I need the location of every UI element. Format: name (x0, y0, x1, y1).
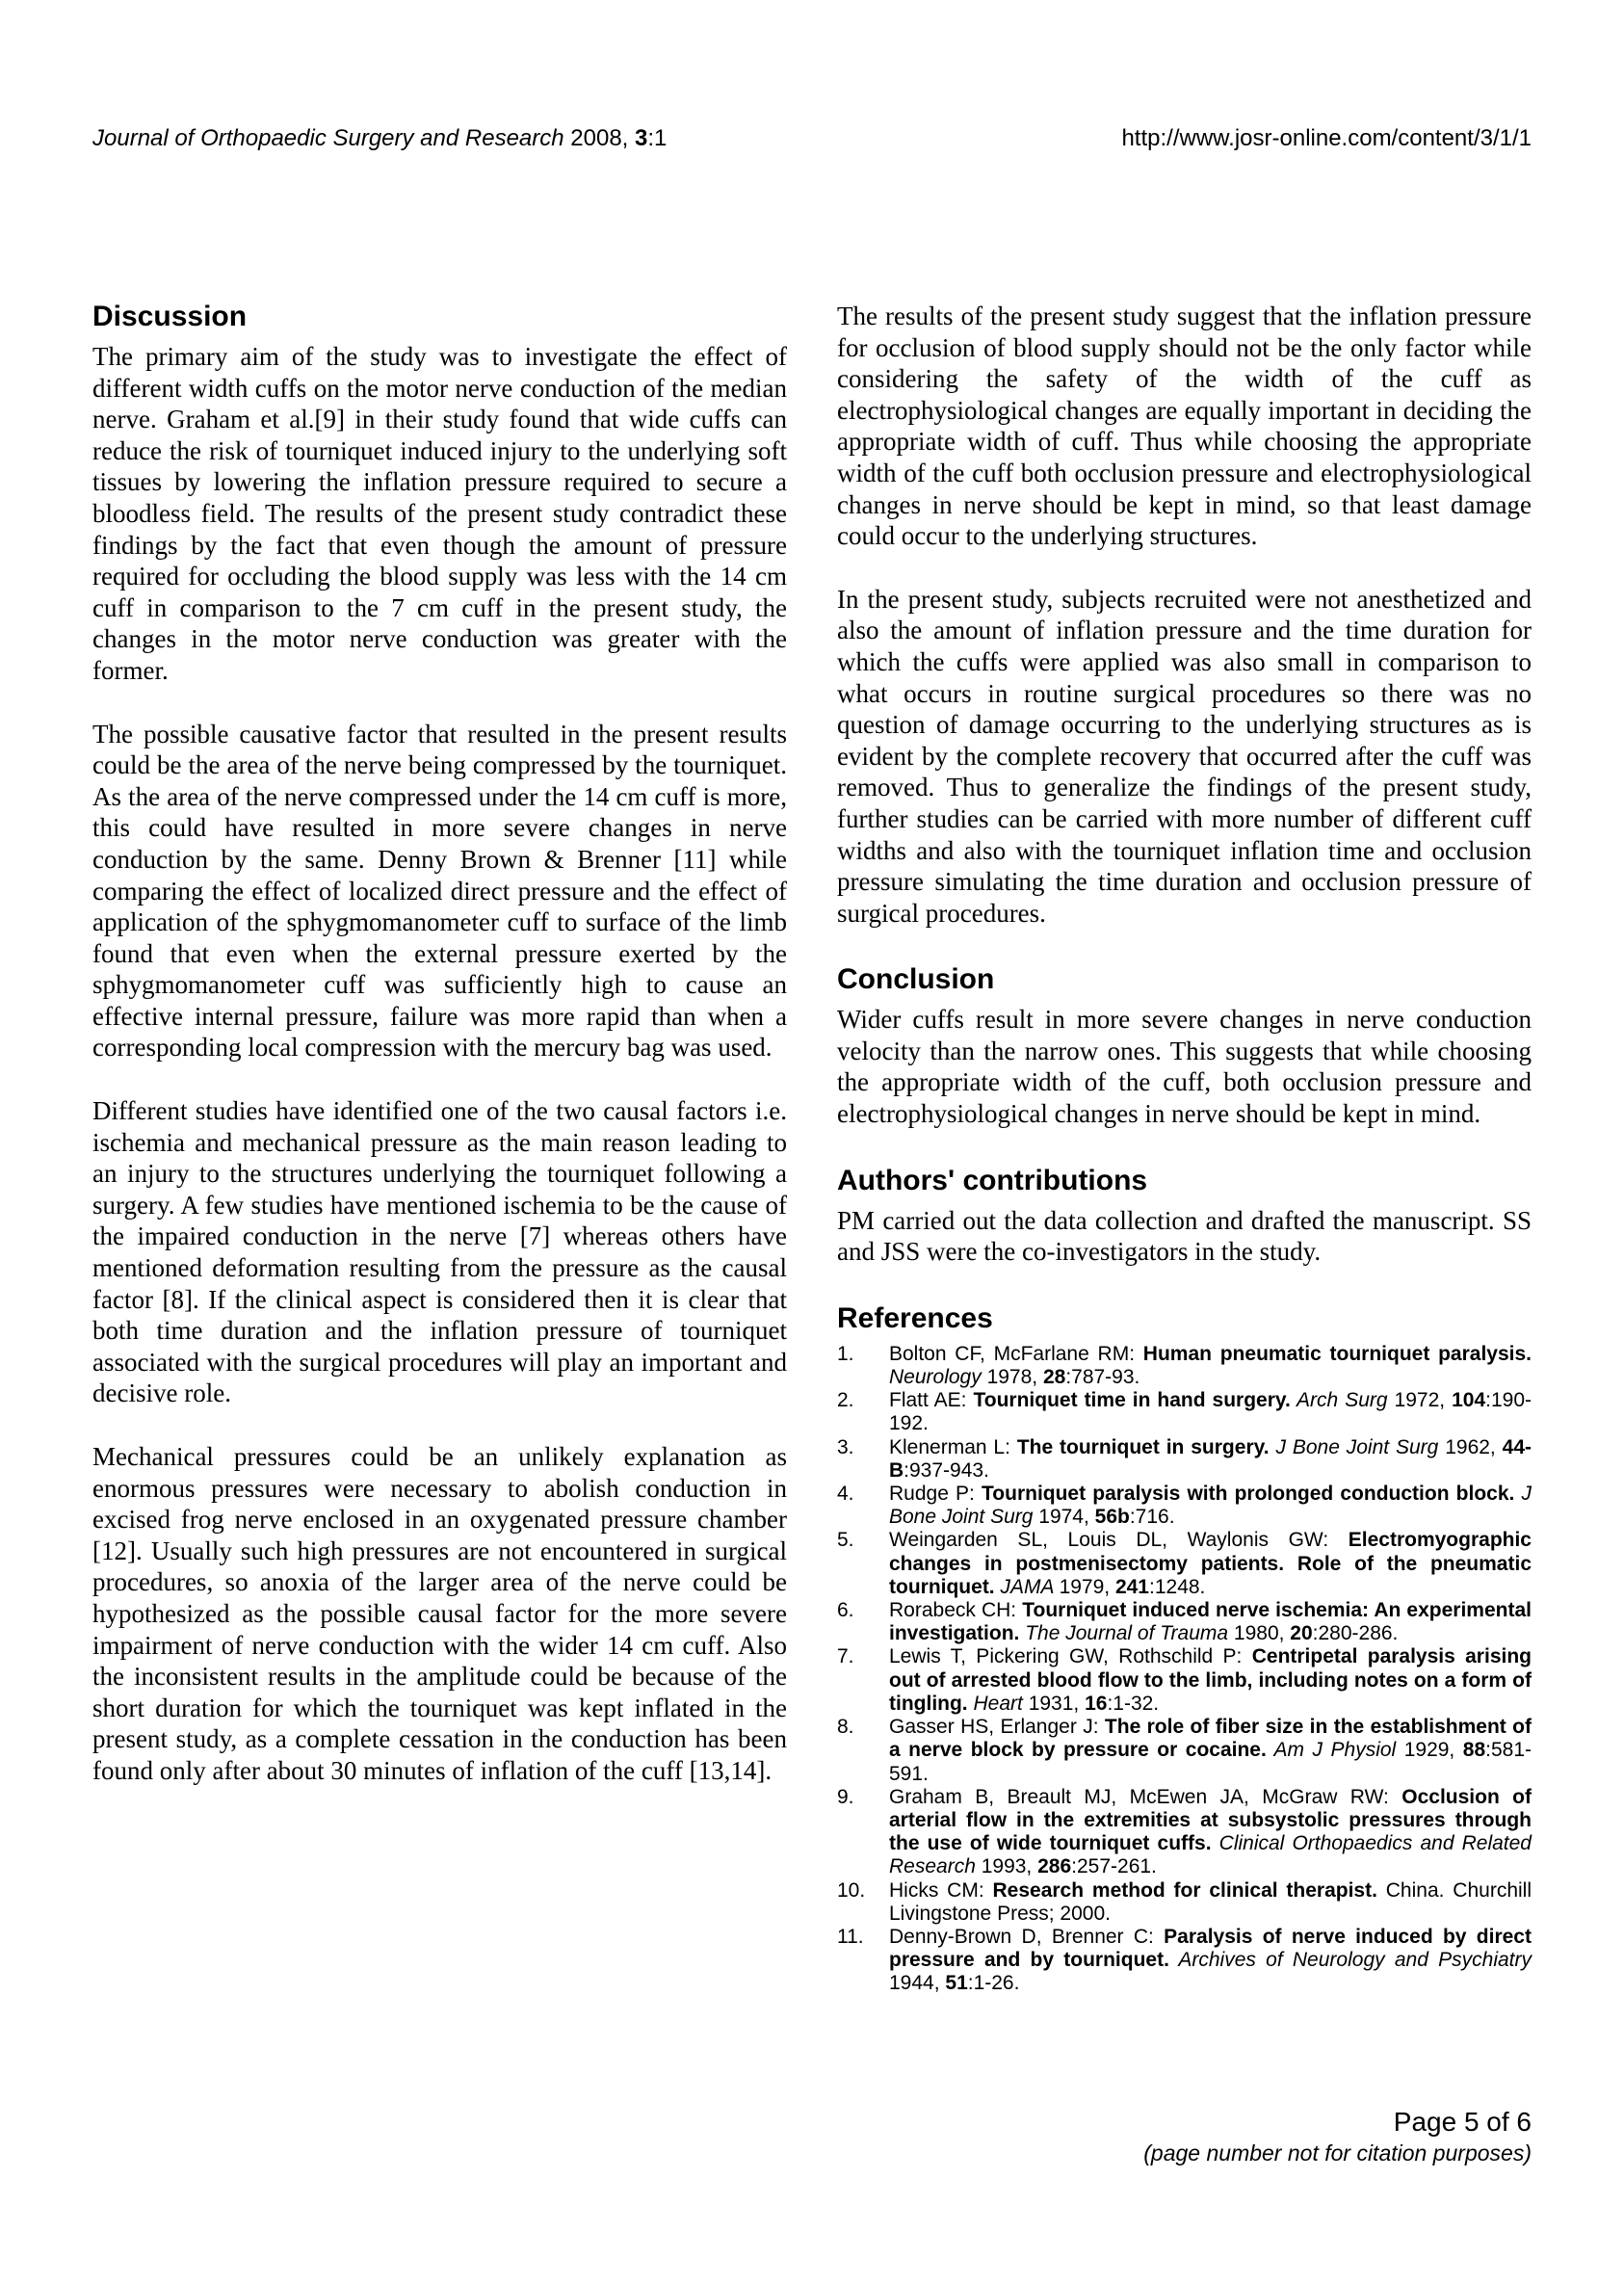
reference-item (837, 1879, 1532, 1926)
reference-number: 2. (837, 1389, 854, 1412)
reference-number: 3. (837, 1435, 854, 1458)
body-paragraph: In the present study, subjects recruited were not anesthetized and also the amount of inflation pressure and the time duration for which the cuffs were applied was also small in comparison to what occurs in routine surgical procedures so there was no question of damage occurring to the underlying structures as is evident by the complete recovery that occurred after the cuff was removed. Thus to generalize the findings of the present study, further studies can be carried with more number of different cuff widths and also with the tourniquet inflation time and occlusion pressure simulating the time duration and occlusion pressure of surgical procedures. (837, 584, 1532, 928)
left-column (92, 301, 787, 1819)
reference-text: Bolton CF, McFarlane RM: Human pneumatic tourniquet paralysis. Neurology 1978, 28:787-93. (889, 1342, 1532, 1389)
reference-text: Klenerman L: The tourniquet in surgery. J Bone Joint Surg 1962, 44-B:937-943. (889, 1435, 1532, 1482)
reference-text: Rorabeck CH: Tourniquet induced nerve ischemia: An experimental investigation. The Journal of Trauma 1980, 20:280-286. (889, 1599, 1532, 1645)
reference-text: Graham B, Breault MJ, McEwen JA, McGraw RW: Occlusion of arterial flow in the extremities at subsystolic pressures through the use of wide tourniquet cuffs. Clinical Orthopaedics and Related Research 1993, 286:257-261. (889, 1785, 1532, 1878)
reference-text: Denny-Brown D, Brenner C: Paralysis of nerve induced by direct pressure and by tourniquet. Archives of Neurology and Psychiatry 1944, 51:1-26. (889, 1925, 1532, 1995)
body-paragraph: Wider cuffs result in more severe changes in nerve conduction velocity than the narrow ones. This suggests that while choosing the appropriate width of the cuff, both occlusion pressure and electrophysiological changes in nerve should be kept in mind. (837, 1005, 1532, 1129)
reference-item (837, 1786, 1532, 1879)
section-heading-authors-contributions: Authors' contributions (837, 1164, 1148, 1196)
reference-item (837, 1389, 1532, 1435)
reference-item (837, 1926, 1532, 1996)
reference-number: 1. (837, 1342, 854, 1365)
reference-text: Rudge P: Tourniquet paralysis with prolonged conduction block. J Bone Joint Surg 1974, 56b:716. (889, 1483, 1532, 1529)
reference-number: 10. (837, 1878, 866, 1902)
reference-number: 9. (837, 1785, 854, 1808)
body-paragraph: The results of the present study suggest that the inflation pressure for occlusion of blood supply should not be the only factor while considering the safety of the width of the cuff as electrophysiological changes are equally important in deciding the appropriate width of cuff. Thus while choosing the appropriate width of the cuff both occlusion pressure and electrophysiological changes in nerve should be kept in mind, so that least damage could occur to the underlying structures. (837, 302, 1532, 551)
article-url: http://www.josr-online.com/content/3/1/1 (1121, 125, 1532, 151)
reference-number: 7. (837, 1645, 854, 1668)
reference-item (837, 1436, 1532, 1483)
reference-number: 11. (837, 1925, 864, 1948)
section-heading-references: References (837, 1301, 993, 1334)
page-footer (1143, 2106, 1532, 2167)
reference-number: 6. (837, 1599, 854, 1622)
reference-item (837, 1483, 1532, 1529)
reference-text: Weingarden SL, Louis DL, Waylonis GW: Electromyographic changes in postmenisectomy patients. Role of the pneumatic tourniquet. JAMA 1979, 241:1248. (889, 1529, 1532, 1598)
reference-item (837, 1716, 1532, 1786)
body-paragraph: Different studies have identified one of the two causal factors i.e. ischemia and mechanical pressure as the main reason leading to an injury to the structures underlying the tourniquet following a surgery. A few studies have mentioned ischemia to be the cause of the impaired conduction in the nerve [7] whereas others have mentioned deformation resulting from the pressure as the causal factor [8]. If the clinical aspect is considered then it is clear that both time duration and the inflation pressure of tourniquet associated with the surgical procedures will play an important and decisive role. (92, 1096, 787, 1408)
citation-volume: 3 (635, 125, 648, 151)
reference-text: Lewis T, Pickering GW, Rothschild P: Centripetal paralysis arising out of arrested blood flow to the limb, including notes on a form of tingling. Heart 1931, 16:1-32. (889, 1645, 1532, 1715)
reference-number: 8. (837, 1716, 854, 1739)
reference-item (837, 1529, 1532, 1599)
reference-text: Gasser HS, Erlanger J: The role of fiber size in the establishment of a nerve block by pressure or cocaine. Am J Physiol 1929, 88:581-591. (889, 1716, 1532, 1785)
body-paragraph: The primary aim of the study was to investigate the effect of different width cuffs on the motor nerve conduction of the median nerve. Graham et al.[9] in their study found that wide cuffs can reduce the risk of tourniquet induced injury to the underlying soft tissues by lowering the inflation pressure required to secure a bloodless field. The results of the present study contradict these findings by the fact that even though the amount of pressure required for occluding the blood supply was less with the 14 cm cuff in comparison to the 7 cm cuff in the present study, the changes in the motor nerve conduction was greater with the former. (92, 342, 787, 685)
journal-citation (92, 125, 667, 152)
reference-list (837, 1343, 1532, 1996)
reference-number: 5. (837, 1529, 854, 1552)
reference-number: 4. (837, 1483, 854, 1506)
body-paragraph: Mechanical pressures could be an unlikely explanation as enormous pressures were necessary to abolish conduction in excised frog nerve enclosed in an oxygenated pressure chamber [12]. Usually such high pressures are not encountered in surgical procedures, so anoxia of the larger area of the nerve could be hypothesized as the possible causal factor for the more severe impairment of nerve conduction with the wider 14 cm cuff. Also the inconsistent results in the amplitude could be because of the short duration for which the tourniquet was kept inflated in the present study, as a complete cessation in the conduction has been found only after about 30 minutes of inflation of the cuff [13,14]. (92, 1442, 787, 1785)
reference-item (837, 1645, 1532, 1716)
right-column (837, 301, 1532, 1996)
page-header (92, 125, 1532, 152)
citation-note: (page number not for citation purposes) (1143, 2140, 1532, 2166)
reference-item (837, 1599, 1532, 1645)
section-heading-conclusion: Conclusion (837, 963, 995, 996)
body-paragraph: The possible causative factor that resulted in the present results could be the area of the nerve being compressed by the tourniquet. As the area of the nerve compressed under the 14 cm cuff is more, this could have resulted in more severe changes in nerve conduction by the same. Denny Brown & Brenner [11] while comparing the effect of localized direct pressure and the effect of application of the sphygmomanometer cuff to surface of the limb found that even when the external pressure exerted by the sphygmomanometer cuff was sufficiently high to cause an effective internal pressure, failure was more rapid than when a corresponding local compression with the mercury bag was used. (92, 719, 787, 1063)
two-column-body (92, 301, 1532, 1996)
citation-issue: :1 (647, 125, 668, 151)
reference-item (837, 1343, 1532, 1389)
reference-text: Hicks CM: Research method for clinical therapist. China. Churchill Livingstone Press; 2000. (889, 1878, 1532, 1925)
page-number: Page 5 of 6 (1393, 2107, 1532, 2137)
citation-year: 2008, (563, 125, 636, 151)
section-heading-discussion: Discussion (92, 301, 248, 332)
journal-title: Journal of Orthopaedic Surgery and Research (92, 125, 564, 151)
body-paragraph: PM carried out the data collection and drafted the manuscript. SS and JSS were the co-investigators in the study. (837, 1205, 1532, 1267)
reference-text: Flatt AE: Tourniquet time in hand surgery. Arch Surg 1972, 104:190-192. (889, 1389, 1532, 1435)
